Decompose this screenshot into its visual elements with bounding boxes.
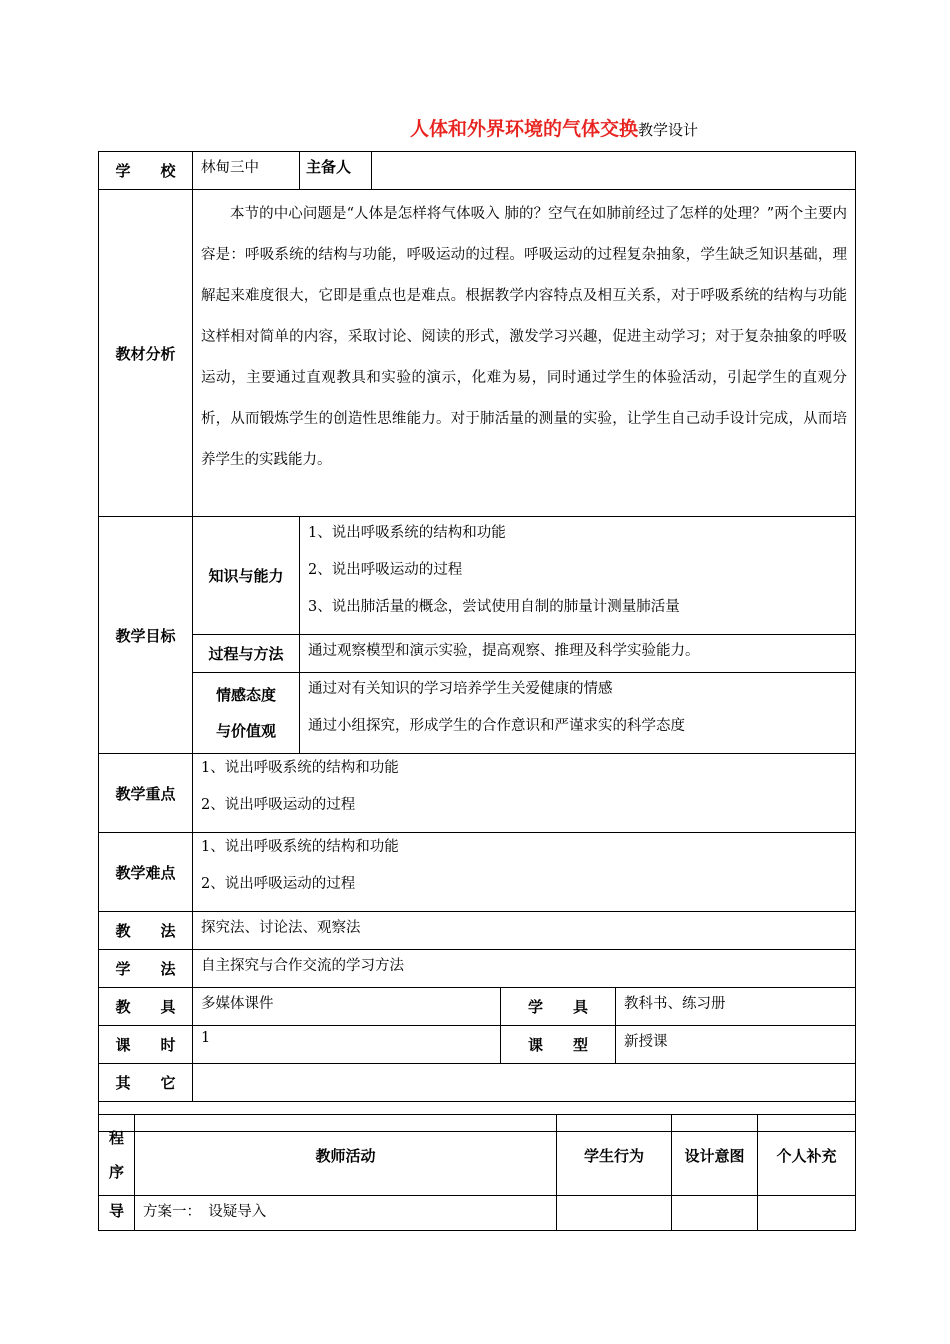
school-label: 学 校 <box>99 152 193 190</box>
title-main: 人体和外界环境的气体交换 <box>410 118 639 140</box>
type-value: 新授课 <box>616 1026 856 1064</box>
student-tools-label: 学 具 <box>501 988 616 1026</box>
emotion-label <box>193 673 300 754</box>
student-behavior-header: 学生行为 <box>557 1115 672 1196</box>
teacher-activity-header: 教师活动 <box>135 1115 557 1196</box>
program-cell: 导 <box>99 1196 135 1231</box>
key-point-item: 2、说出呼吸运动的过程 <box>201 797 356 813</box>
difficulty-item: 2、说出呼吸运动的过程 <box>201 876 356 892</box>
learning-value: 自主探究与合作交流的学习方法 <box>193 950 856 988</box>
emotion-label-line: 与价值观 <box>215 722 276 740</box>
type-label: 课 型 <box>501 1026 616 1064</box>
difficulty-item: 1、说出呼吸系统的结构和功能 <box>201 839 399 855</box>
program-header <box>99 1115 135 1196</box>
knowledge-label: 知识与能力 <box>193 517 300 635</box>
learning-label: 学 法 <box>99 950 193 988</box>
other-label: 其 它 <box>99 1064 193 1102</box>
program-header-line: 序 <box>108 1163 124 1181</box>
student-behavior-cell <box>557 1196 672 1231</box>
emotion-list <box>300 673 856 754</box>
preparer-value <box>372 152 856 190</box>
key-points-list <box>193 754 856 833</box>
teacher-activity-cell: 方案一： 设疑导入 <box>135 1196 557 1231</box>
hours-label: 课 时 <box>99 1026 193 1064</box>
emotion-item: 通过小组探究，形成学生的合作意识和严谨求实的科学态度 <box>308 718 685 734</box>
method-label: 教 法 <box>99 912 193 950</box>
analysis-text: 本节的中心问题是“人体是怎样将气体吸入 肺的？空气在如肺前经过了怎样的处理？”两个主要内容是：呼吸系统的结构与功能，呼吸运动的过程。呼吸运动的过程复杂抽象，学生缺乏知识基础，理解起来难度很大，它即是重点也是难点。根据教学内容特点及相互关系，对于呼吸系统的结构与功能这样相对简单的内容，采取讨论、阅读的形式，激发学习兴趣，促进主动学习；对于复杂抽象的呼吸运动，主要通过直观教具和实验的演示，化难为易，同时通过学生的体验活动，引起学生的直观分析，从而锻炼学生的创造性思维能力。对于肺活量的测量的实验，让学生自己动手设计完成，从而培养学生的实践能力。 <box>193 190 856 517</box>
student-tools-value: 教科书、练习册 <box>616 988 856 1026</box>
method-value: 探究法、讨论法、观察法 <box>193 912 856 950</box>
difficulties-label: 教学难点 <box>99 833 193 912</box>
analysis-label: 教材分析 <box>99 190 193 517</box>
key-points-label: 教学重点 <box>99 754 193 833</box>
other-value <box>193 1064 856 1102</box>
hours-value: 1 <box>193 1026 501 1064</box>
process-text: 通过观察模型和演示实验，提高观察、推理及科学实验能力。 <box>300 635 856 673</box>
emotion-label-line: 情感态度 <box>215 686 276 704</box>
design-intent-header: 设计意图 <box>672 1115 758 1196</box>
program-header-line: 程 <box>108 1129 124 1147</box>
process-label: 过程与方法 <box>193 635 300 673</box>
objectives-label: 教学目标 <box>99 517 193 754</box>
tools-value: 多媒体课件 <box>193 988 501 1026</box>
personal-supplement-header: 个人补充 <box>758 1115 856 1196</box>
title-suffix: 教学设计 <box>638 121 699 139</box>
design-intent-cell <box>672 1196 758 1231</box>
tools-label: 教 具 <box>99 988 193 1026</box>
knowledge-item: 3、说出肺活量的概念，尝试使用自制的肺量计测量肺活量 <box>308 599 680 615</box>
lesson-info-table <box>98 151 856 1132</box>
document-title <box>410 114 910 141</box>
personal-supplement-cell <box>758 1196 856 1231</box>
difficulties-list <box>193 833 856 912</box>
procedure-table <box>98 1114 856 1231</box>
knowledge-item: 2、说出呼吸运动的过程 <box>308 562 463 578</box>
preparer-label: 主备人 <box>300 152 372 190</box>
knowledge-list <box>300 517 856 635</box>
key-point-item: 1、说出呼吸系统的结构和功能 <box>201 760 399 776</box>
knowledge-item: 1、说出呼吸系统的结构和功能 <box>308 525 506 541</box>
emotion-item: 通过对有关知识的学习培养学生关爱健康的情感 <box>308 681 613 697</box>
school-value: 林甸三中 <box>193 152 300 190</box>
